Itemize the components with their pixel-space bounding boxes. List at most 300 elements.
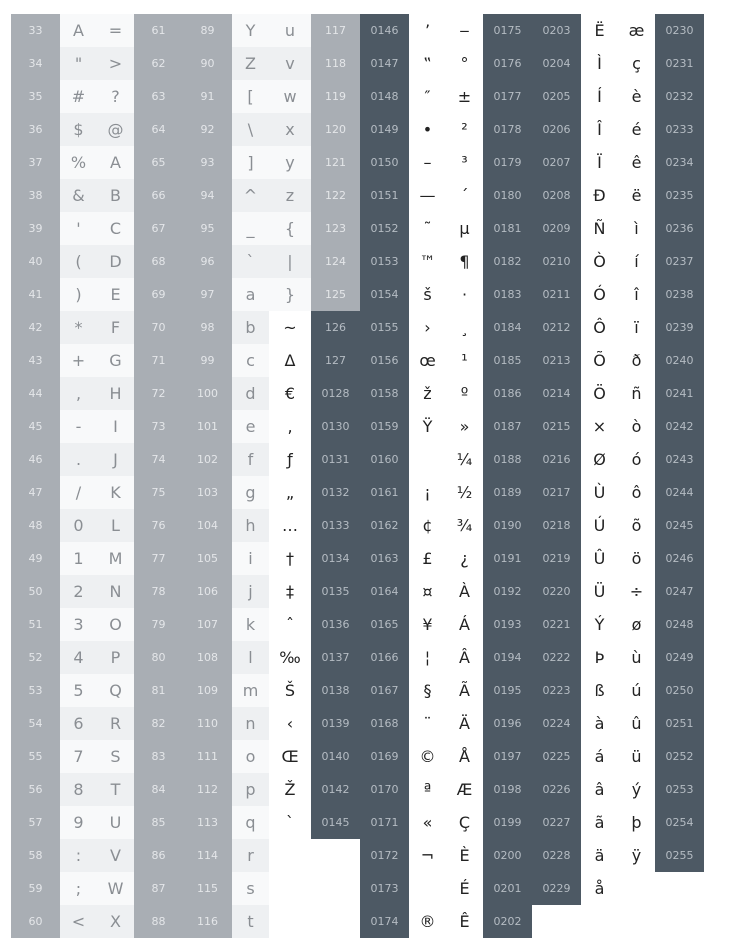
char-cell: O: [97, 608, 134, 641]
char-cell: h: [232, 509, 269, 542]
char-cell: ±: [446, 80, 483, 113]
code-cell: 0133: [311, 509, 360, 542]
char-cell: ä: [581, 839, 618, 872]
char-cell: ¼: [446, 443, 483, 476]
char-cell: ò: [618, 410, 655, 443]
code-cell: 68: [134, 245, 183, 278]
char-cell: $: [60, 113, 97, 146]
code-cell: 0154: [360, 278, 409, 311]
char-cell: A: [60, 14, 97, 47]
code-cell: 103: [183, 476, 232, 509]
code-cell: 117: [311, 14, 360, 47]
code-cell: 0182: [483, 245, 532, 278]
char-cell: @: [97, 113, 134, 146]
code-cell: 119: [311, 80, 360, 113]
char-cell: ø: [618, 608, 655, 641]
char-cell: £: [409, 542, 446, 575]
code-cell: 93: [183, 146, 232, 179]
char-cell: â: [581, 773, 618, 806]
char-cell: å: [581, 872, 618, 905]
code-cell: 0235: [655, 179, 704, 212]
code-cell: 37: [11, 146, 60, 179]
code-cell: 43: [11, 344, 60, 377]
char-cell: Δ: [269, 344, 311, 377]
code-cell: 76: [134, 509, 183, 542]
code-cell: 44: [11, 377, 60, 410]
char-cell: •: [409, 113, 446, 146]
code-cell: 0147: [360, 47, 409, 80]
code-cell: 78: [134, 575, 183, 608]
char-cell: Æ: [446, 773, 483, 806]
char-cell: L: [97, 509, 134, 542]
char-cell: î: [618, 278, 655, 311]
code-cell: 0128: [311, 377, 360, 410]
char-cell: ‡: [269, 575, 311, 608]
char-cell: ý: [618, 773, 655, 806]
code-cell: 0247: [655, 575, 704, 608]
char-cell: =: [97, 14, 134, 47]
code-cell: 0195: [483, 674, 532, 707]
char-cell: >: [97, 47, 134, 80]
char-cell: ²: [446, 113, 483, 146]
char-cell: `: [232, 245, 269, 278]
char-cell: Ÿ: [409, 410, 446, 443]
code-cell: 0209: [532, 212, 581, 245]
code-cell: 118: [311, 47, 360, 80]
code-cell: 71: [134, 344, 183, 377]
char-cell: u: [269, 14, 311, 47]
char-cell: o: [232, 740, 269, 773]
char-cell: ¶: [446, 245, 483, 278]
char-cell: [409, 443, 446, 476]
char-cell: ’: [409, 14, 446, 47]
char-cell: ß: [581, 674, 618, 707]
char-cell: ®: [409, 905, 446, 938]
code-cell: 0207: [532, 146, 581, 179]
code-cell: 0184: [483, 311, 532, 344]
char-cell: a: [232, 278, 269, 311]
code-cell: 70: [134, 311, 183, 344]
char-cell: ,: [60, 377, 97, 410]
char-cell: Ô: [581, 311, 618, 344]
char-cell: ù: [618, 641, 655, 674]
code-cell: 54: [11, 707, 60, 740]
code-cell: 0253: [655, 773, 704, 806]
char-cell: ~: [269, 311, 311, 344]
char-cell: ‟: [409, 47, 446, 80]
code-cell: 0208: [532, 179, 581, 212]
char-cell: ï: [618, 311, 655, 344]
char-cell: «: [409, 806, 446, 839]
code-cell: 49: [11, 542, 60, 575]
char-cell: Ø: [581, 443, 618, 476]
char-cell: š: [409, 278, 446, 311]
char-cell: ÷: [618, 575, 655, 608]
char-cell: À: [446, 575, 483, 608]
code-cell: 81: [134, 674, 183, 707]
code-cell: 0158: [360, 377, 409, 410]
char-cell: µ: [446, 212, 483, 245]
code-cell: 0137: [311, 641, 360, 674]
code-cell: 50: [11, 575, 60, 608]
code-cell: 0243: [655, 443, 704, 476]
code-cell: 35: [11, 80, 60, 113]
code-cell: 72: [134, 377, 183, 410]
code-cell: 75: [134, 476, 183, 509]
char-cell: D: [97, 245, 134, 278]
code-cell: 0200: [483, 839, 532, 872]
code-cell: 41: [11, 278, 60, 311]
char-cell: ú: [618, 674, 655, 707]
code-cell: 123: [311, 212, 360, 245]
char-cell: Z: [232, 47, 269, 80]
code-cell: 91: [183, 80, 232, 113]
char-cell: ž: [409, 377, 446, 410]
char-cell: k: [232, 608, 269, 641]
char-cell: H: [97, 377, 134, 410]
code-cell: 57: [11, 806, 60, 839]
code-cell: 0160: [360, 443, 409, 476]
char-cell: Q: [97, 674, 134, 707]
char-cell: ô: [618, 476, 655, 509]
code-cell: 0161: [360, 476, 409, 509]
char-cell: V: [97, 839, 134, 872]
char-cell: /: [60, 476, 97, 509]
char-cell: 1: [60, 542, 97, 575]
char-cell: S: [97, 740, 134, 773]
code-cell: 0221: [532, 608, 581, 641]
char-cell: ¹: [446, 344, 483, 377]
code-cell: 0164: [360, 575, 409, 608]
code-cell: 0148: [360, 80, 409, 113]
char-cell: N: [97, 575, 134, 608]
char-cell: y: [269, 146, 311, 179]
char-cell: ð: [618, 344, 655, 377]
code-cell: 126: [311, 311, 360, 344]
code-cell: 0236: [655, 212, 704, 245]
char-cell: ': [60, 212, 97, 245]
char-cell: Ê: [446, 905, 483, 938]
char-cell: æ: [618, 14, 655, 47]
code-cell: 101: [183, 410, 232, 443]
char-cell: ¿: [446, 542, 483, 575]
code-cell: 0185: [483, 344, 532, 377]
code-cell: 0241: [655, 377, 704, 410]
char-cell: Ì: [581, 47, 618, 80]
code-cell: 0216: [532, 443, 581, 476]
char-cell: m: [232, 674, 269, 707]
code-cell: 124: [311, 245, 360, 278]
code-cell: 94: [183, 179, 232, 212]
char-cell: X: [97, 905, 134, 938]
char-cell: ?: [97, 80, 134, 113]
char-cell: ƒ: [269, 443, 311, 476]
code-cell: 0150: [360, 146, 409, 179]
char-cell: 2: [60, 575, 97, 608]
code-cell: 0181: [483, 212, 532, 245]
code-cell: 63: [134, 80, 183, 113]
char-cell: Ï: [581, 146, 618, 179]
char-cell: ·: [446, 278, 483, 311]
char-cell: J: [97, 443, 134, 476]
code-cell: 0225: [532, 740, 581, 773]
code-cell: 0254: [655, 806, 704, 839]
char-cell: Î: [581, 113, 618, 146]
char-cell: ^: [232, 179, 269, 212]
char-cell: b: [232, 311, 269, 344]
code-cell: 0140: [311, 740, 360, 773]
char-cell: <: [60, 905, 97, 938]
code-cell: 0155: [360, 311, 409, 344]
char-cell: 5: [60, 674, 97, 707]
code-cell: 105: [183, 542, 232, 575]
code-cell: 0136: [311, 608, 360, 641]
char-cell: ™: [409, 245, 446, 278]
char-cell: º: [446, 377, 483, 410]
char-cell: Ú: [581, 509, 618, 542]
char-cell: -: [60, 410, 97, 443]
char-cell: ›: [409, 311, 446, 344]
char-cell: l: [232, 641, 269, 674]
char-cell: ¨: [409, 707, 446, 740]
char-cell: ½: [446, 476, 483, 509]
char-cell: ó: [618, 443, 655, 476]
code-cell: 65: [134, 146, 183, 179]
code-cell: 0194: [483, 641, 532, 674]
code-cell: 106: [183, 575, 232, 608]
code-cell: 0168: [360, 707, 409, 740]
char-cell: %: [60, 146, 97, 179]
char-cell: Ã: [446, 674, 483, 707]
code-cell: 0214: [532, 377, 581, 410]
code-cell: 66: [134, 179, 183, 212]
char-cell: w: [269, 80, 311, 113]
code-cell: 0138: [311, 674, 360, 707]
code-cell: 0199: [483, 806, 532, 839]
code-cell: 0238: [655, 278, 704, 311]
code-cell: 0190: [483, 509, 532, 542]
code-cell: 111: [183, 740, 232, 773]
code-cell: 0206: [532, 113, 581, 146]
code-cell: 0233: [655, 113, 704, 146]
char-cell: [: [232, 80, 269, 113]
code-cell: 0212: [532, 311, 581, 344]
code-cell: 0246: [655, 542, 704, 575]
char-cell: W: [97, 872, 134, 905]
code-cell: 0169: [360, 740, 409, 773]
code-cell: 59: [11, 872, 60, 905]
code-cell: 74: [134, 443, 183, 476]
code-cell: 99: [183, 344, 232, 377]
char-cell: *: [60, 311, 97, 344]
code-cell: 0248: [655, 608, 704, 641]
char-cell: E: [97, 278, 134, 311]
code-cell: 0188: [483, 443, 532, 476]
char-cell: ″: [409, 80, 446, 113]
code-cell: 0183: [483, 278, 532, 311]
char-cell: G: [97, 344, 134, 377]
code-cell: 33: [11, 14, 60, 47]
code-cell: 0219: [532, 542, 581, 575]
char-cell: ¾: [446, 509, 483, 542]
char-cell: B: [97, 179, 134, 212]
char-cell: ñ: [618, 377, 655, 410]
code-cell: 0197: [483, 740, 532, 773]
char-cell: K: [97, 476, 134, 509]
code-cell: 0245: [655, 509, 704, 542]
char-cell: ü: [618, 740, 655, 773]
char-cell: ¡: [409, 476, 446, 509]
code-cell: 56: [11, 773, 60, 806]
code-cell: 0139: [311, 707, 360, 740]
char-cell: U: [97, 806, 134, 839]
char-cell: é: [618, 113, 655, 146]
code-cell: 0250: [655, 674, 704, 707]
char-cell: …: [269, 509, 311, 542]
char-cell: t: [232, 905, 269, 938]
code-cell: 112: [183, 773, 232, 806]
char-cell: °: [446, 47, 483, 80]
code-cell: 39: [11, 212, 60, 245]
char-cell: ˆ: [269, 608, 311, 641]
code-cell: 82: [134, 707, 183, 740]
char-cell: ¬: [409, 839, 446, 872]
code-cell: 42: [11, 311, 60, 344]
char-cell: ©: [409, 740, 446, 773]
code-cell: 79: [134, 608, 183, 641]
char-cell: ×: [581, 410, 618, 443]
char-cell: ;: [60, 872, 97, 905]
char-cell: 4: [60, 641, 97, 674]
code-cell: 67: [134, 212, 183, 245]
code-cell: 107: [183, 608, 232, 641]
code-cell: 0162: [360, 509, 409, 542]
code-cell: 61: [134, 14, 183, 47]
code-cell: 95: [183, 212, 232, 245]
code-cell: 0203: [532, 14, 581, 47]
char-cell: 7: [60, 740, 97, 773]
code-cell: 34: [11, 47, 60, 80]
code-cell: 0215: [532, 410, 581, 443]
char-cell: (: [60, 245, 97, 278]
code-cell: 0210: [532, 245, 581, 278]
code-cell: 0163: [360, 542, 409, 575]
char-cell: z: [269, 179, 311, 212]
code-cell: 0187: [483, 410, 532, 443]
char-cell: þ: [618, 806, 655, 839]
code-cell: 98: [183, 311, 232, 344]
char-cell: P: [97, 641, 134, 674]
code-cell: 0180: [483, 179, 532, 212]
char-cell: +: [60, 344, 97, 377]
code-cell: 45: [11, 410, 60, 443]
code-cell: 0244: [655, 476, 704, 509]
code-cell: 0172: [360, 839, 409, 872]
char-cell: j: [232, 575, 269, 608]
code-cell: 80: [134, 641, 183, 674]
char-cell: û: [618, 707, 655, 740]
char-cell: È: [446, 839, 483, 872]
char-cell: Œ: [269, 740, 311, 773]
char-cell: Ë: [581, 14, 618, 47]
char-cell: ´: [446, 179, 483, 212]
code-cell: 0149: [360, 113, 409, 146]
code-cell: 108: [183, 641, 232, 674]
code-cell: 0191: [483, 542, 532, 575]
code-cell: 0231: [655, 47, 704, 80]
code-cell: 53: [11, 674, 60, 707]
char-cell: Y: [232, 14, 269, 47]
char-cell: ": [60, 47, 97, 80]
char-cell: Â: [446, 641, 483, 674]
code-cell: 115: [183, 872, 232, 905]
character-code-table: [11, 14, 705, 938]
char-cell: Ç: [446, 806, 483, 839]
char-cell: F: [97, 311, 134, 344]
char-cell: ë: [618, 179, 655, 212]
char-cell: \: [232, 113, 269, 146]
code-cell: 0237: [655, 245, 704, 278]
char-cell: Ñ: [581, 212, 618, 245]
code-cell: 0130: [311, 410, 360, 443]
code-cell: 0204: [532, 47, 581, 80]
char-cell: 9: [60, 806, 97, 839]
code-cell: 60: [11, 905, 60, 938]
code-cell: 0132: [311, 476, 360, 509]
code-cell: 0174: [360, 905, 409, 938]
code-cell: 0218: [532, 509, 581, 542]
char-cell: ˜: [409, 212, 446, 245]
code-cell: 0255: [655, 839, 704, 872]
char-cell: #: [60, 80, 97, 113]
code-cell: 0227: [532, 806, 581, 839]
code-cell: 62: [134, 47, 183, 80]
char-cell: Ö: [581, 377, 618, 410]
code-cell: 121: [311, 146, 360, 179]
char-cell: c: [232, 344, 269, 377]
code-cell: 0135: [311, 575, 360, 608]
code-cell: 0145: [311, 806, 360, 839]
char-cell: _: [232, 212, 269, 245]
code-cell: 102: [183, 443, 232, 476]
char-cell: q: [232, 806, 269, 839]
char-cell: Í: [581, 80, 618, 113]
code-cell: 104: [183, 509, 232, 542]
code-cell: 0249: [655, 641, 704, 674]
code-cell: 48: [11, 509, 60, 542]
code-cell: 96: [183, 245, 232, 278]
char-cell: g: [232, 476, 269, 509]
char-cell: 0: [60, 509, 97, 542]
char-cell: C: [97, 212, 134, 245]
char-cell: è: [618, 80, 655, 113]
char-cell: à: [581, 707, 618, 740]
char-cell: ¥: [409, 608, 446, 641]
char-cell: Ù: [581, 476, 618, 509]
char-cell: `: [269, 806, 311, 839]
code-cell: 0201: [483, 872, 532, 905]
code-cell: 0222: [532, 641, 581, 674]
char-cell: Ó: [581, 278, 618, 311]
code-cell: 0153: [360, 245, 409, 278]
code-cell: 92: [183, 113, 232, 146]
code-cell: 77: [134, 542, 183, 575]
code-cell: 0192: [483, 575, 532, 608]
code-cell: 0232: [655, 80, 704, 113]
char-cell: Ü: [581, 575, 618, 608]
char-cell: ÿ: [618, 839, 655, 872]
code-cell: 0178: [483, 113, 532, 146]
